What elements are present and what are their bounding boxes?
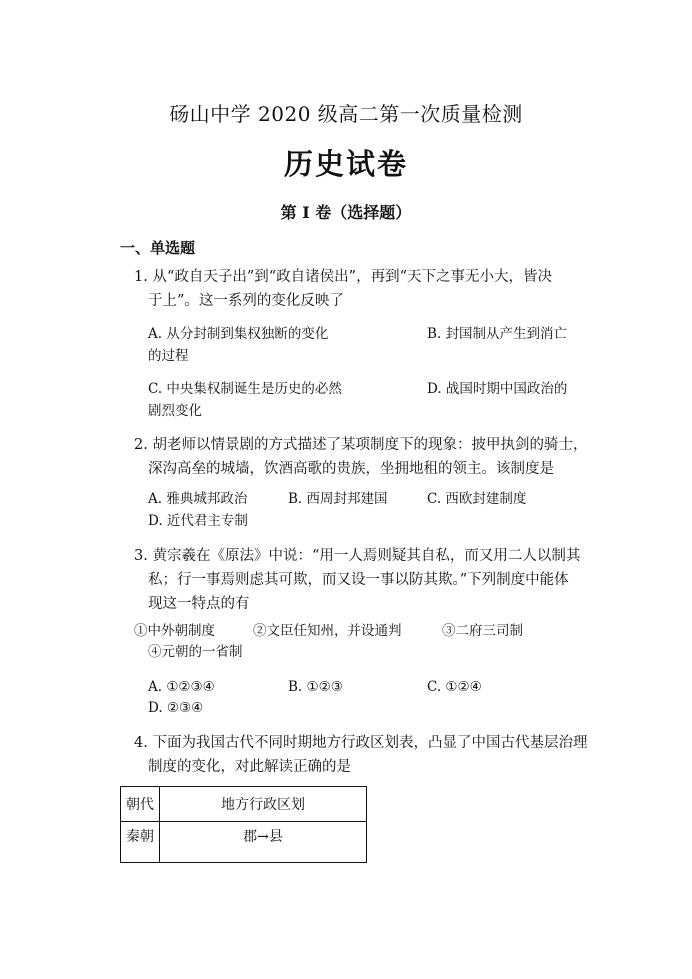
school-exam-line: 砀山中学 2020 级高二第一次质量检测 bbox=[169, 102, 523, 126]
admin-division-table bbox=[120, 786, 367, 863]
question-2-line-2: 深沟高垒的城墙，饮酒高歌的贵族，坐拥地租的领主。该制度是 bbox=[148, 461, 554, 477]
exam-title: 历史试卷 bbox=[283, 147, 408, 181]
question-1-option-c: C. 中央集权制诞生是历史的必然 bbox=[148, 381, 342, 397]
question-2-option-c: C. 西欧封建制度 bbox=[427, 491, 527, 507]
question-1-line-2: 于上”。这一系列的变化反映了 bbox=[148, 293, 344, 309]
question-3-option-a: A. ①②③④ bbox=[148, 679, 215, 695]
section-heading: 一、单选题 bbox=[120, 239, 196, 257]
table-row bbox=[121, 822, 367, 863]
table-header-dynasty: 朝代 bbox=[121, 787, 160, 822]
table-cell-division: 郡→县 bbox=[160, 822, 367, 863]
question-3-line-3: 现这一特点的有 bbox=[148, 596, 250, 612]
question-3-item-2: ②文臣任知州，并设通判 bbox=[253, 623, 402, 639]
question-3-item-4: ④元朝的一省制 bbox=[148, 644, 243, 660]
question-3-line-2: 私；行一事焉则虑其可欺，而又设一事以防其欺。”下列制度中能体 bbox=[148, 572, 569, 588]
question-3-line-1: 3. 黄宗羲在《原法》中说：“用一人焉则疑其自私，而又用二人以制其 bbox=[134, 548, 581, 564]
table-cell-dynasty: 秦朝 bbox=[121, 822, 160, 863]
question-2-option-a: A. 雅典城邦政治 bbox=[148, 491, 248, 507]
question-4-line-1: 4. 下面为我国古代不同时期地方行政区划表，凸显了中国古代基层治理 bbox=[134, 735, 588, 751]
question-1-option-b: B. 封国制从产生到消亡 bbox=[427, 326, 568, 342]
question-1-option-d-wrap: 剧烈变化 bbox=[148, 403, 202, 419]
question-3-option-d: D. ②③④ bbox=[148, 700, 204, 716]
table-header-row bbox=[121, 787, 367, 822]
question-3-option-b: B. ①②③ bbox=[288, 679, 343, 695]
question-3-option-c: C. ①②④ bbox=[427, 679, 482, 695]
question-2-option-b: B. 西周封邦建国 bbox=[288, 491, 388, 507]
question-3-item-1: ①中外朝制度 bbox=[134, 623, 215, 639]
question-1-option-a: A. 从分封制到集权独断的变化 bbox=[148, 326, 329, 342]
question-1-option-b-wrap: 的过程 bbox=[148, 348, 189, 364]
table-header-division: 地方行政区划 bbox=[160, 787, 367, 822]
question-3-item-3: ③二府三司制 bbox=[442, 623, 523, 639]
question-4-line-2: 制度的变化，对此解读正确的是 bbox=[148, 759, 351, 775]
part-heading: 第 I 卷（选择题） bbox=[280, 203, 412, 222]
question-2-option-d: D. 近代君主专制 bbox=[148, 513, 248, 529]
question-1-line-1: 1. 从“政自天子出”到“政自诸侯出”，再到“天下之事无小大，皆决 bbox=[134, 269, 553, 285]
question-2-line-1: 2. 胡老师以情景剧的方式描述了某项制度下的现象：披甲执剑的骑士， bbox=[134, 437, 588, 453]
question-1-option-d: D. 战国时期中国政治的 bbox=[427, 381, 568, 397]
